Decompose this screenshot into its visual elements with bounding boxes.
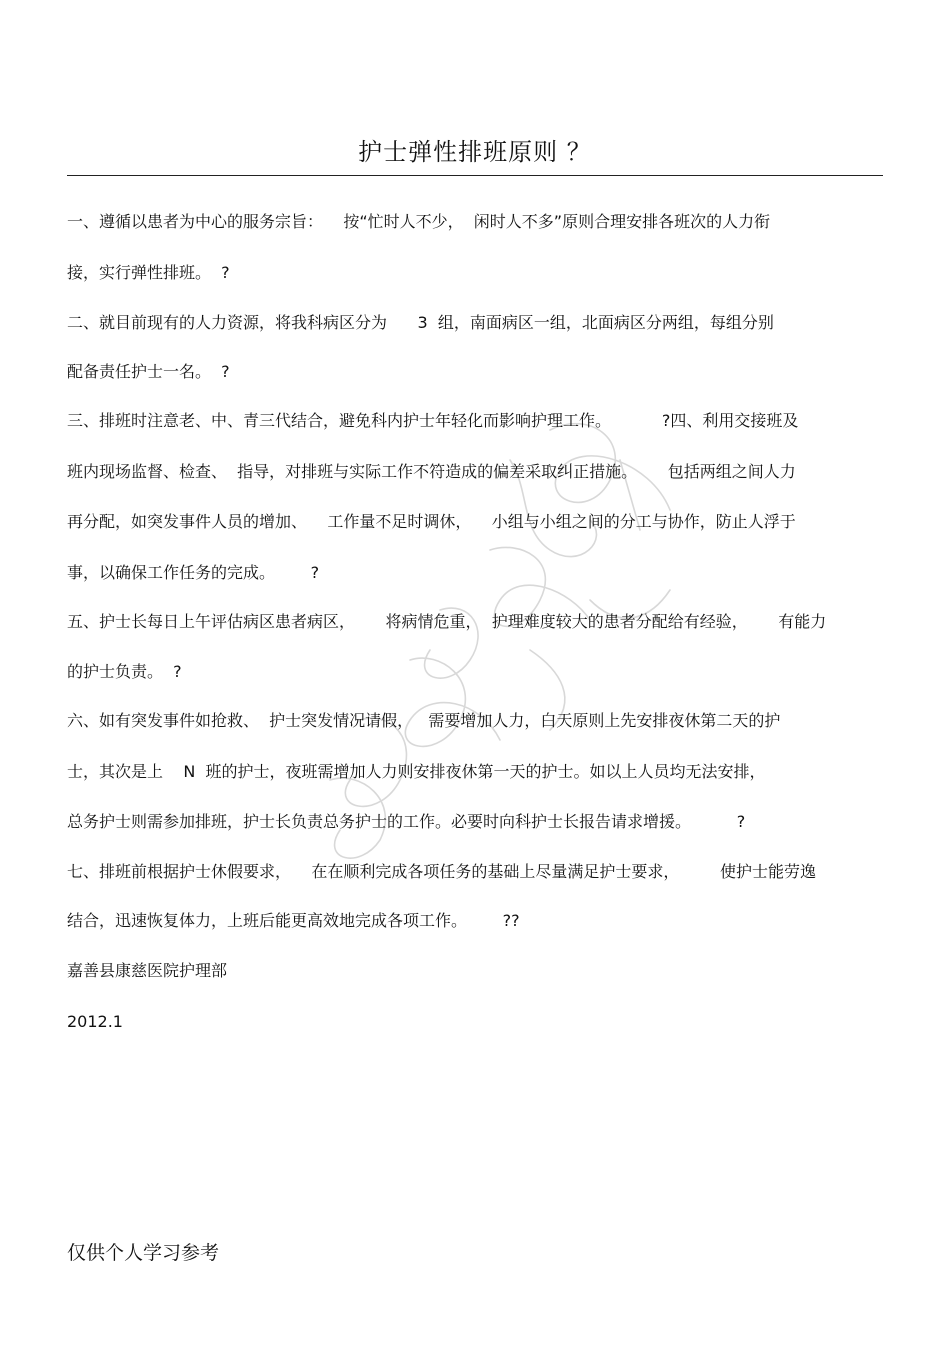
paragraph-line: 五、护士长每日上午评估病区患者病区， 将病情危重， 护理难度较大的患者分配给有经验， 有能力 bbox=[67, 612, 827, 631]
paragraph-line: 事，以确保工作任务的完成。 ? bbox=[67, 563, 320, 582]
paragraph-line: 总务护士则需参加排班，护士长负责总务护士的工作。必要时向科护士长报告请求增援。 ? bbox=[67, 812, 746, 831]
paragraph-line: 二、就目前现有的人力资源，将我科病区分为 3 组，南面病区一组，北面病区分两组，每组分别 bbox=[67, 313, 774, 332]
paragraph-line: 再分配，如突发事件人员的增加、 工作量不足时调休， 小组与小组之间的分工与协作，防止人浮于 bbox=[67, 512, 796, 531]
paragraph-line: 三、排班时注意老、中、青三代结合，避免科内护士年轻化而影响护理工作。 ?四、利用交接班及 bbox=[67, 411, 799, 430]
paragraph-line: 结合，迅速恢复体力，上班后能更高效地完成各项工作。 ?? bbox=[67, 911, 520, 930]
paragraph-line: 七、排班前根据护士休假要求， 在在顺利完成各项任务的基础上尽量满足护士要求， 使护士能劳逸 bbox=[67, 862, 817, 881]
title-underline bbox=[67, 175, 883, 176]
paragraph-line: 六、如有突发事件如抢救、 护士突发情况请假， 需要增加人力，白天原则上先安排夜休第二天的护 bbox=[67, 711, 781, 730]
document-title: 护士弹性排班原则 ？ bbox=[358, 138, 592, 166]
paragraph-line: 接，实行弹性排班。 ? bbox=[67, 263, 230, 282]
paragraph-line: 的护士负责。 ? bbox=[67, 662, 182, 681]
paragraph-line: 士，其次是上 N 班的护士，夜班需增加人力则安排夜休第一天的护士。如以上人员均无法安排， bbox=[67, 762, 766, 781]
footer-note: 仅供个人学习参考 bbox=[67, 1242, 220, 1264]
paragraph-line: 一、遵循以患者为中心的服务宗旨： 按“忙时人不少， 闲时人不多”原则合理安排各班次的人力衔 bbox=[67, 212, 771, 231]
paragraph-line: 班内现场监督、检查、 指导，对排班与实际工作不符造成的偏差采取纠正措施。 包括两组之间人力 bbox=[67, 462, 796, 481]
document-date: 2012.1 bbox=[67, 1012, 123, 1031]
paragraph-line: 配备责任护士一名。 ? bbox=[67, 362, 230, 381]
hospital-department: 嘉善县康慈医院护理部 bbox=[67, 961, 228, 980]
